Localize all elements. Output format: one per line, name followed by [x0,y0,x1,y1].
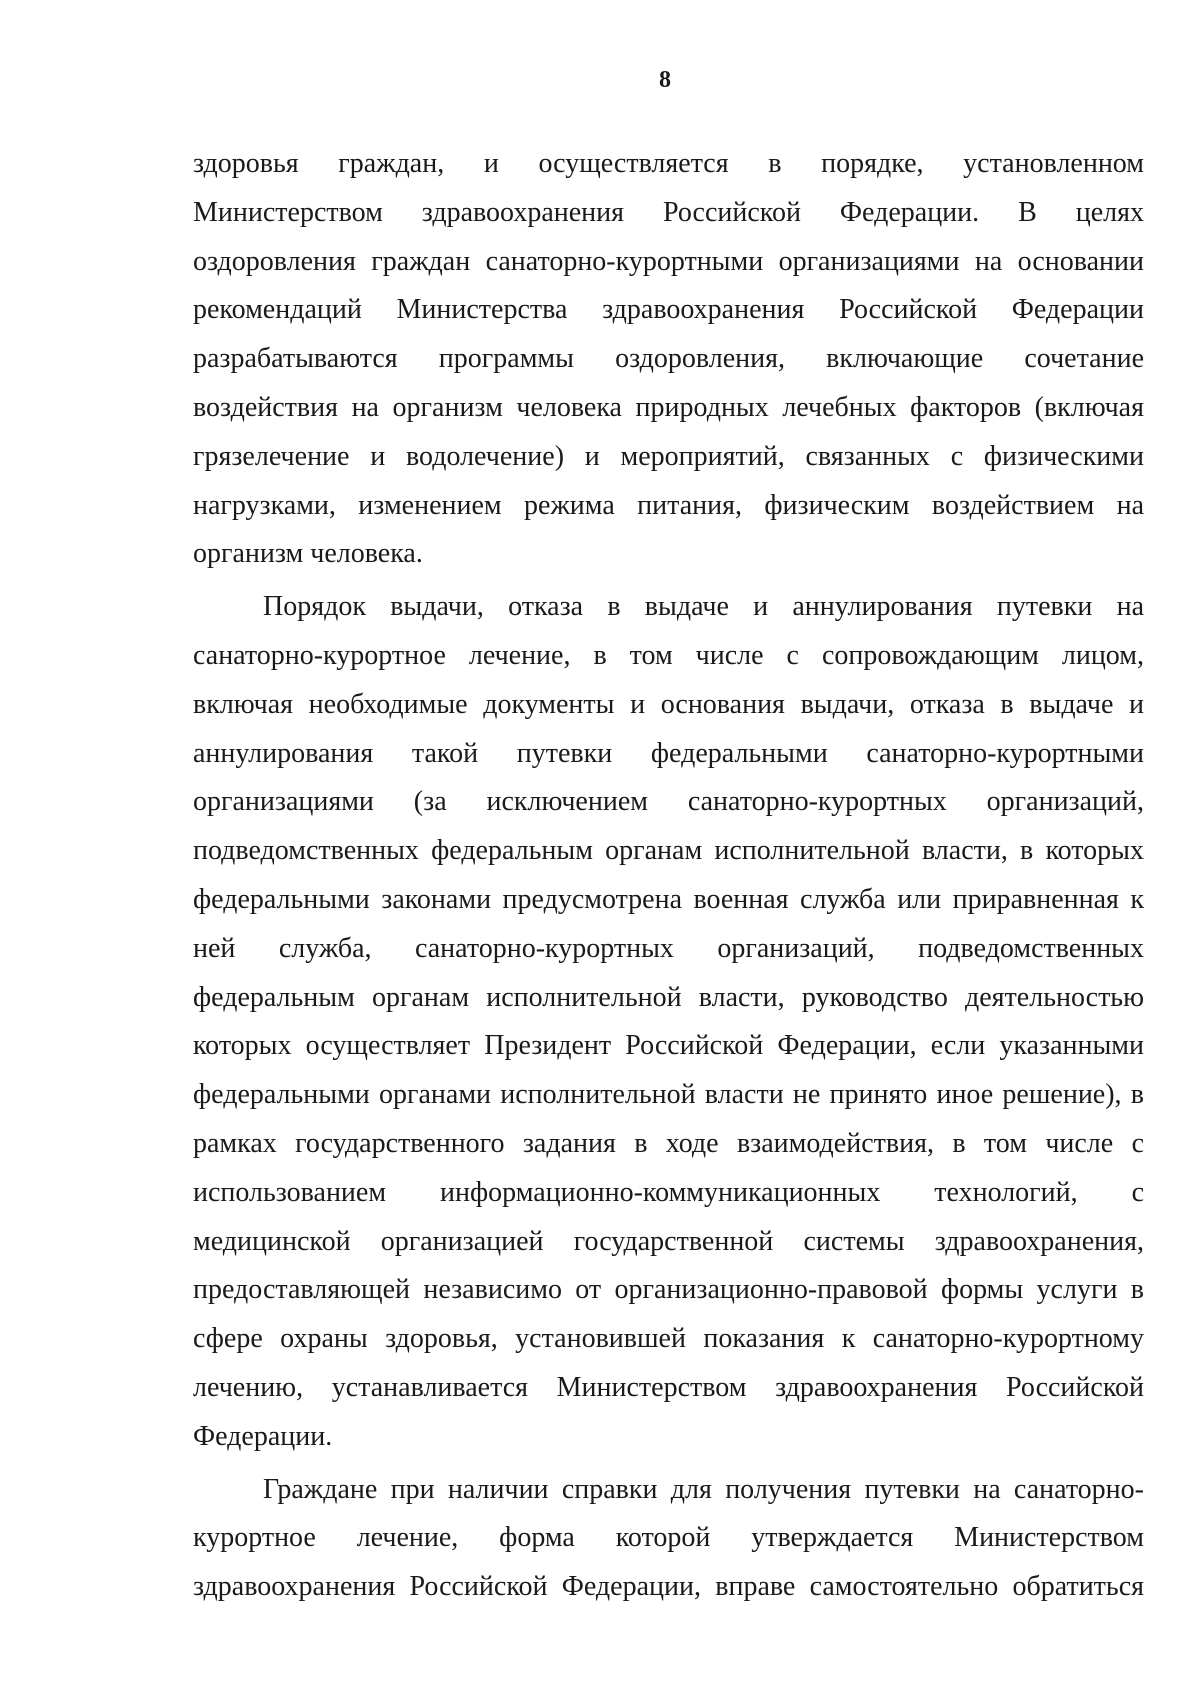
text-line: рекомендаций Министерства здравоохранения Российской Федерации [193,294,1144,326]
text-line: здравоохранения Российской Федерации, вправе самостоятельно обратиться [193,1571,1144,1603]
text-line: лечению, устанавливается Министерством здравоохранения Российской [193,1371,1144,1403]
text-line: грязелечение и водолечение) и мероприятий, связанных с физическими [193,440,1144,472]
text-line: Порядок выдачи, отказа в выдаче и аннулирования путевки на [263,591,1144,623]
text-line: включая необходимые документы и основания выдачи, отказа в выдаче и [193,688,1144,720]
text-line: организм человека. [193,538,423,570]
text-line: рамках государственного задания в ходе взаимодействия, в том числе с [193,1127,1144,1159]
text-line: ней служба, санаторно-курортных организаций, подведомственных [193,932,1144,964]
text-line: разрабатываются программы оздоровления, включающие сочетание [193,343,1144,375]
text-line: воздействия на организм человека природных лечебных факторов (включая [193,391,1144,423]
text-line: санаторно-курортное лечение, в том числе с сопровождающим лицом, [193,639,1144,671]
text-line: медицинской организацией государственной системы здравоохранения, [193,1225,1144,1257]
text-line: предоставляющей независимо от организационно-правовой формы услуги в [193,1274,1144,1306]
text-line: нагрузками, изменением режима питания, физическим воздействием на [193,489,1144,521]
paragraph [193,140,1144,579]
page-number: 8 [659,67,671,93]
text-line: которых осуществляет Президент Российской Федерации, если указанными [193,1030,1144,1062]
text-line: Федерации. [193,1420,333,1452]
paragraph [193,583,1144,1461]
text-line: использованием информационно-коммуникационных технологий, с [193,1176,1144,1208]
text-line: здоровья граждан, и осуществляется в порядке, установленном [193,148,1144,179]
document-body [193,140,1144,1612]
text-line: организациями (за исключением санаторно-курортных организаций, [193,786,1144,818]
text-line: Граждане при наличии справки для получения путевки на санаторно- [263,1473,1144,1505]
text-line: подведомственных федеральным органам исполнительной власти, в которых [193,835,1144,867]
text-line: сфере охраны здоровья, установившей показания к санаторно-курортному [193,1323,1144,1355]
text-line: Министерством здравоохранения Российской Федерации. В целях [193,196,1144,228]
text-line: оздоровления граждан санаторно-курортными организациями на основании [193,245,1144,277]
text-line: федеральными законами предусмотрена военная служба или приравненная к [193,883,1144,915]
text-line: федеральным органам исполнительной власти, руководство деятельностью [193,981,1144,1013]
text-line: аннулирования такой путевки федеральными санаторно-курортными [193,737,1144,769]
text-line: курортное лечение, форма которой утверждается Министерством [193,1522,1144,1554]
paragraph [193,1466,1144,1612]
text-line: федеральными органами исполнительной власти не принято иное решение), в [193,1079,1144,1111]
